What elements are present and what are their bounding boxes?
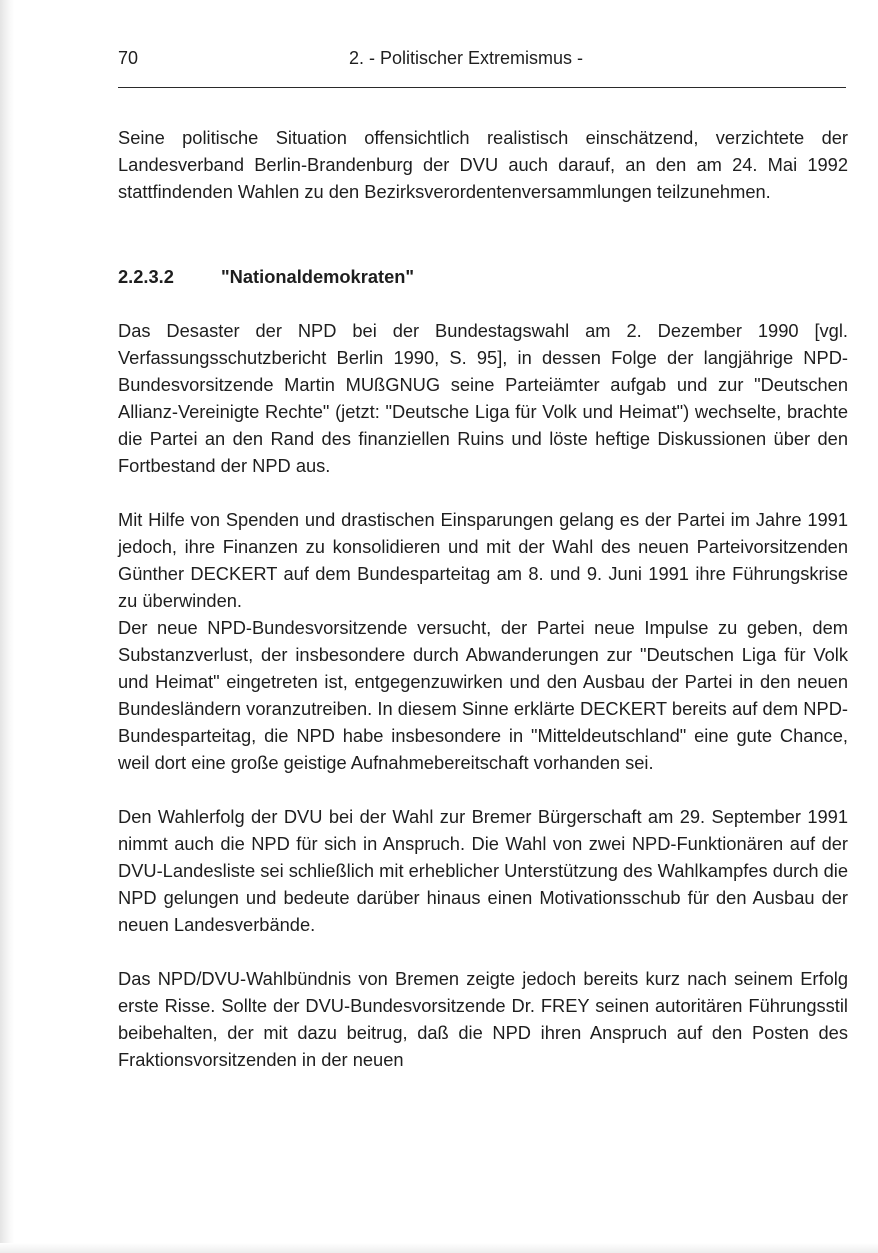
running-title: 2. - Politischer Extremismus - xyxy=(349,48,584,68)
page-number: 70 xyxy=(118,48,139,68)
spacer xyxy=(118,938,848,965)
paragraph-5: Den Wahlerfolg der DVU bei der Wahl zur Bremer Bürgerschaft am 29. September 1991 nimmt auch die NPD für sich in Anspruch. Die Wahl von zwei NPD-Funktionären auf der DVU-Landesliste sei schließlich mit erheblicher Unterstützung des Wahlkampfes durch die NPD gelungen und bedeute darüber hinaus einen Motivationsschub für den Ausbau der neuen Landesverbände. xyxy=(118,806,848,935)
paragraph-4: Der neue NPD-Bundesvorsitzende versucht, der Partei neue Impulse zu geben, dem Substanzverlust, der insbesondere durch Abwanderungen zur "Deutschen Liga für Volk und Heimat" eingetreten ist, entgegenzuwirken und den Ausbau der Partei in den neuen Bundesländern voranzutreiben. In diesem Sinne erklärte DECKERT bereits auf dem NPD-Bundesparteitag, die NPD habe insbesondere in "Mitteldeutschland" eine gute Chance, weil dort eine große geistige Aufnahmebereitschaft vorhanden sei. xyxy=(118,617,848,773)
scan-edge-shading xyxy=(0,0,14,1253)
paragraph-3: Mit Hilfe von Spenden und drastischen Einsparungen gelang es der Partei im Jahre 1991 jedoch, ihre Finanzen zu konsolidieren und mit der Wahl des neuen Parteivorsitzenden Günther DECKERT auf dem Bundesparteitag am 8. und 9. Juni 1991 ihre Führungskrise zu überwinden. xyxy=(118,509,848,611)
page-header xyxy=(118,48,846,72)
section-heading xyxy=(118,263,848,290)
page-body xyxy=(118,124,848,1073)
paragraph-1: Seine politische Situation offensichtlich realistisch einschätzend, verzichtete der Landesverband Berlin-Brandenburg der DVU auch darauf, an den am 24. Mai 1992 stattfindenden Wahlen zu den Bezirksverordentenversammlungen teilzunehmen. xyxy=(118,127,848,202)
spacer xyxy=(118,290,848,317)
paragraph-6: Das NPD/DVU-Wahlbündnis von Bremen zeigte jedoch bereits kurz nach seinem Erfolg erste Risse. Sollte der DVU-Bundesvorsitzende Dr. FREY seinen autoritären Führungsstil beibehalten, der mit dazu beitrug, daß die NPD ihren Anspruch auf den Posten des Fraktionsvorsitzenden in der neuen xyxy=(118,968,848,1070)
spacer xyxy=(118,479,848,506)
spacer xyxy=(118,776,848,803)
header-rule xyxy=(118,87,846,88)
section-title: "Nationaldemokraten" xyxy=(221,266,415,287)
paragraph-2: Das Desaster der NPD bei der Bundestagswahl am 2. Dezember 1990 [vgl. Verfassungsschutzbericht Berlin 1990, S. 95], in dessen Folge der langjährige NPD-Bundesvorsitzende Martin MUßGNUG seine Parteiämter aufgab und zur "Deutschen Allianz-Vereinigte Rechte" (jetzt: "Deutsche Liga für Volk und Heimat") wechselte, brachte die Partei an den Rand des finanziellen Ruins und löste heftige Diskussionen über den Fortbestand der NPD aus. xyxy=(118,320,848,476)
spacer xyxy=(118,205,848,263)
scan-bottom-shading xyxy=(0,1243,878,1253)
section-number: 2.2.3.2 xyxy=(118,266,174,287)
